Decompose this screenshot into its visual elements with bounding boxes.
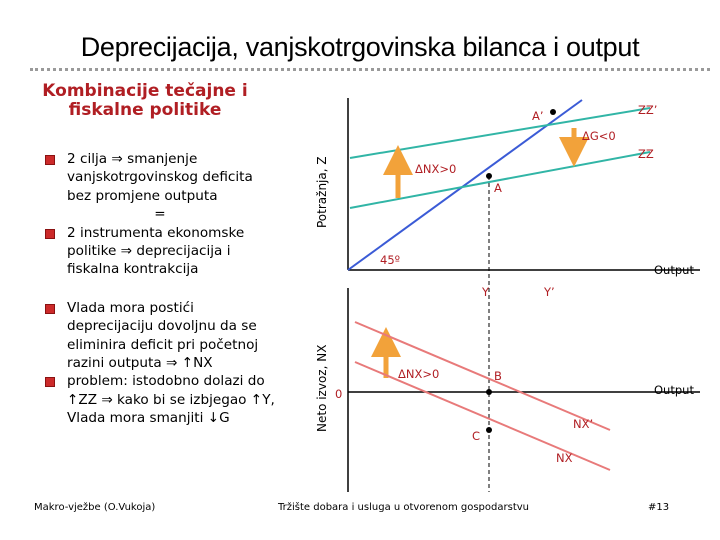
section-subtitle: Kombinacije tečajne i fiskalne politike bbox=[42, 81, 248, 120]
nx-prime-label: NX’ bbox=[573, 417, 594, 431]
delta-g-label: ΔG<0 bbox=[582, 129, 616, 143]
top-y-axis-label: Potražnja, Z bbox=[315, 156, 329, 228]
bullet-instruments: 2 instrumenta ekonomske politike ⇒ deprecijacija i fiskalna kontrakcija bbox=[45, 224, 275, 279]
slide-title: Deprecijacija, vanjskotrgovinska bilanca i output bbox=[80, 32, 640, 62]
point-a-prime bbox=[550, 109, 556, 115]
point-b-label: B bbox=[494, 369, 502, 383]
bullet-goals: 2 cilja ⇒ smanjenje vanjskotrgovinskog deficita bez promjene outputa bbox=[45, 150, 275, 205]
output-bottom-label: Output bbox=[654, 383, 694, 397]
y-prime-label: Y’ bbox=[544, 285, 555, 299]
bullet-problem: problem: istodobno dolazi do ↑ZZ ⇒ kako bi se izbjegao ↑Y, Vlada mora smanjiti ↓G bbox=[45, 372, 275, 427]
slide-number: #13 bbox=[648, 502, 670, 513]
zz-prime-label: ZZ’ bbox=[638, 103, 658, 117]
zero-label: 0 bbox=[335, 387, 343, 401]
equals-sign: = bbox=[154, 206, 166, 223]
point-a-label: A bbox=[494, 181, 502, 195]
footer-topic: Tržište dobara i usluga u otvorenom gospodarstvu bbox=[278, 502, 530, 513]
nx-prime-line bbox=[355, 322, 610, 430]
point-c-label: C bbox=[472, 429, 481, 443]
point-a-prime-label: A’ bbox=[532, 109, 544, 123]
bullet-depreciation: Vlada mora postići deprecijaciju dovoljnu da se eliminira deficit pri početnoj razini outputa ⇒ ↑NX bbox=[45, 299, 275, 373]
y-label: Y bbox=[482, 285, 490, 299]
bottom-y-axis-label: Neto izvoz, NX bbox=[315, 344, 329, 432]
footer-author: Makro-vježbe (O.Vukoja) bbox=[34, 502, 156, 513]
delta-nx-top-label: ΔNX>0 bbox=[415, 162, 457, 176]
zz-label: ZZ bbox=[638, 147, 654, 161]
angle-45-label: 45º bbox=[380, 253, 401, 267]
nx-label: NX bbox=[556, 451, 573, 465]
output-top-label: Output bbox=[654, 263, 694, 277]
delta-nx-bottom-label: ΔNX>0 bbox=[398, 367, 440, 381]
